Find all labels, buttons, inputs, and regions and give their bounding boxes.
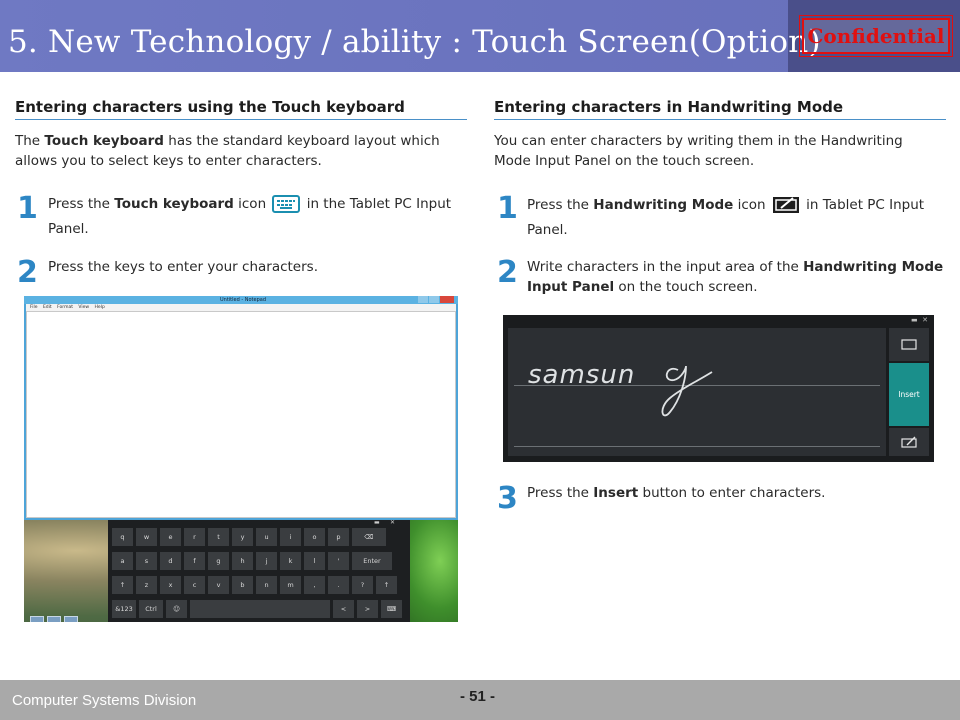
left-section-heading: Entering characters using the Touch keyboard xyxy=(15,98,405,116)
keyboard-key[interactable]: . xyxy=(328,576,349,594)
keyboard-row xyxy=(112,576,397,594)
slide-footer xyxy=(0,680,960,720)
keyboard-key[interactable]: ↑ xyxy=(112,576,133,594)
taskbar-button[interactable] xyxy=(47,616,61,622)
close-button[interactable] xyxy=(440,296,454,303)
left-step-1-pre: Press the xyxy=(48,196,115,212)
keyboard-key[interactable]: n xyxy=(256,576,277,594)
keyboard-key[interactable]: m xyxy=(280,576,301,594)
keyboard-key[interactable]: Ctrl xyxy=(139,600,163,618)
keyboard-key[interactable]: c xyxy=(184,576,205,594)
handwriting-input-panel xyxy=(503,315,934,462)
right-step-1-pre: Press the xyxy=(527,197,594,213)
right-step-2-number: 2 xyxy=(497,255,518,290)
right-step-2-post: on the touch screen. xyxy=(614,279,758,295)
right-step-1-bold: Handwriting Mode xyxy=(593,197,734,213)
keyboard-key[interactable]: s xyxy=(136,552,157,570)
left-step-1-text xyxy=(48,194,458,239)
handwriting-icon xyxy=(901,436,917,448)
left-step-1-bold: Touch keyboard xyxy=(114,196,234,212)
left-step-1-number: 1 xyxy=(17,191,38,226)
keyboard-key[interactable]: z xyxy=(136,576,157,594)
keyboard-key[interactable]: r xyxy=(184,528,205,546)
keyboard-row xyxy=(112,552,392,570)
keyboard-key[interactable]: > xyxy=(357,600,378,618)
right-step-3-pre: Press the xyxy=(527,485,594,501)
left-step-2-text: Press the keys to enter your characters. xyxy=(48,259,318,275)
right-step-1-post: in Tablet PC Input Panel. xyxy=(527,197,925,238)
keyboard-key[interactable]: &123 xyxy=(112,600,136,618)
left-intro-post: has the standard keyboard layout which allows you to select keys to enter characters. xyxy=(15,133,440,169)
menu-file[interactable]: File xyxy=(30,305,38,310)
menu-view[interactable]: View xyxy=(78,305,90,310)
right-step-3-number: 3 xyxy=(497,481,518,516)
keyboard-key[interactable]: w xyxy=(136,528,157,546)
right-step-2-pre: Write characters in the input area of the xyxy=(527,259,804,275)
notepad-title: Untitled - Notepad xyxy=(220,297,267,303)
keyboard-row xyxy=(112,528,386,546)
keyboard-key[interactable]: k xyxy=(280,552,301,570)
keyboard-key[interactable]: t xyxy=(208,528,229,546)
keyboard-key[interactable]: u xyxy=(256,528,277,546)
keyboard-key[interactable]: l xyxy=(304,552,325,570)
keyboard-key[interactable]: j xyxy=(256,552,277,570)
keyboard-mode-button[interactable] xyxy=(889,328,929,361)
right-section-rule xyxy=(494,119,946,120)
keyboard-key[interactable]: ⌨ xyxy=(381,600,402,618)
keyboard-key[interactable]: ' xyxy=(328,552,349,570)
keyboard-key[interactable]: q xyxy=(112,528,133,546)
slide-title: 5. New Technology / ability : Touch Screen(Option) xyxy=(8,24,821,60)
right-step-3-bold: Insert xyxy=(593,485,639,501)
left-section-rule xyxy=(15,119,467,120)
space-key[interactable] xyxy=(190,600,330,618)
notepad-menubar xyxy=(26,304,456,311)
handwriting-mode-button[interactable] xyxy=(889,428,929,456)
keyboard-key[interactable]: d xyxy=(160,552,181,570)
panel-window-controls xyxy=(911,316,928,324)
taskbar xyxy=(30,610,81,620)
right-step-1-text xyxy=(527,194,942,240)
panel-minimize-icon[interactable]: ▬ xyxy=(911,316,918,324)
maximize-button[interactable] xyxy=(429,296,439,303)
right-step-2-text xyxy=(527,257,947,297)
right-step-1-mid: icon xyxy=(733,197,766,213)
keyboard-key[interactable]: o xyxy=(304,528,325,546)
right-section-heading: Entering characters in Handwriting Mode xyxy=(494,98,844,116)
keyboard-key[interactable]: f xyxy=(184,552,205,570)
keyboard-key[interactable]: p xyxy=(328,528,349,546)
handwritten-g-stroke xyxy=(656,350,716,426)
keyboard-key[interactable]: i xyxy=(280,528,301,546)
touch-keyboard-screenshot xyxy=(24,296,458,622)
keyboard-key[interactable]: x xyxy=(160,576,181,594)
left-intro-bold: Touch keyboard xyxy=(44,133,164,149)
keyboard-key[interactable]: g xyxy=(208,552,229,570)
page-number: - 51 - xyxy=(460,688,496,705)
menu-edit[interactable]: Edit xyxy=(42,305,52,310)
footer-division: Computer Systems Division xyxy=(12,692,197,709)
left-step-1-post: in the Tablet PC Input Panel. xyxy=(48,196,452,237)
keyboard-key[interactable]: ☺ xyxy=(166,600,187,618)
menu-format[interactable]: Format xyxy=(57,305,73,310)
keyboard-key[interactable]: a xyxy=(112,552,133,570)
left-intro-pre: The xyxy=(15,133,45,149)
keyboard-key[interactable]: e xyxy=(160,528,181,546)
confidential-stamp: Confidential xyxy=(802,18,950,54)
left-step-1-mid: icon xyxy=(233,196,267,212)
notepad-text-area[interactable] xyxy=(26,311,456,518)
notepad-window xyxy=(24,296,458,520)
right-intro: You can enter characters by writing them in the Handwriting Mode Input Panel on the touch screen. xyxy=(494,133,903,169)
keyboard-key[interactable]: Enter xyxy=(352,552,392,570)
handwriting-area[interactable] xyxy=(508,328,886,456)
keyboard-key[interactable]: ↑ xyxy=(376,576,397,594)
menu-help[interactable]: Help xyxy=(94,305,105,310)
keyboard-key[interactable]: < xyxy=(333,600,354,618)
keyboard-minimize-icon[interactable]: ▬ xyxy=(374,519,380,526)
keyboard-icon xyxy=(901,339,917,350)
minimize-button[interactable] xyxy=(418,296,428,303)
keyboard-key[interactable]: ⌫ xyxy=(352,528,386,546)
insert-button[interactable]: Insert xyxy=(889,363,929,426)
keyboard-key[interactable]: y xyxy=(232,528,253,546)
right-step-1-number: 1 xyxy=(497,191,518,226)
writing-baseline xyxy=(514,446,880,447)
keyboard-key[interactable]: ? xyxy=(352,576,373,594)
keyboard-key[interactable]: v xyxy=(208,576,229,594)
keyboard-close-icon[interactable]: ✕ xyxy=(390,519,396,526)
keyboard-row xyxy=(112,600,402,618)
right-step-2-bold: Handwriting Mode Input Panel xyxy=(527,259,944,295)
right-step-3-post: button to enter characters. xyxy=(638,485,826,501)
panel-close-icon[interactable]: ✕ xyxy=(922,316,928,324)
taskbar-button[interactable] xyxy=(64,616,78,622)
keyboard-key[interactable]: h xyxy=(232,552,253,570)
handwritten-text: samsun xyxy=(528,360,636,390)
right-step-3-text xyxy=(527,483,942,503)
taskbar-button[interactable] xyxy=(30,616,44,622)
handwriting-icon xyxy=(772,194,800,220)
touch-keyboard xyxy=(108,520,410,622)
keyboard-key[interactable]: , xyxy=(304,576,325,594)
left-step-2-number: 2 xyxy=(17,255,38,290)
keyboard-icon xyxy=(272,195,300,219)
left-intro xyxy=(15,131,465,171)
slide-header xyxy=(0,0,960,72)
keyboard-key[interactable]: b xyxy=(232,576,253,594)
